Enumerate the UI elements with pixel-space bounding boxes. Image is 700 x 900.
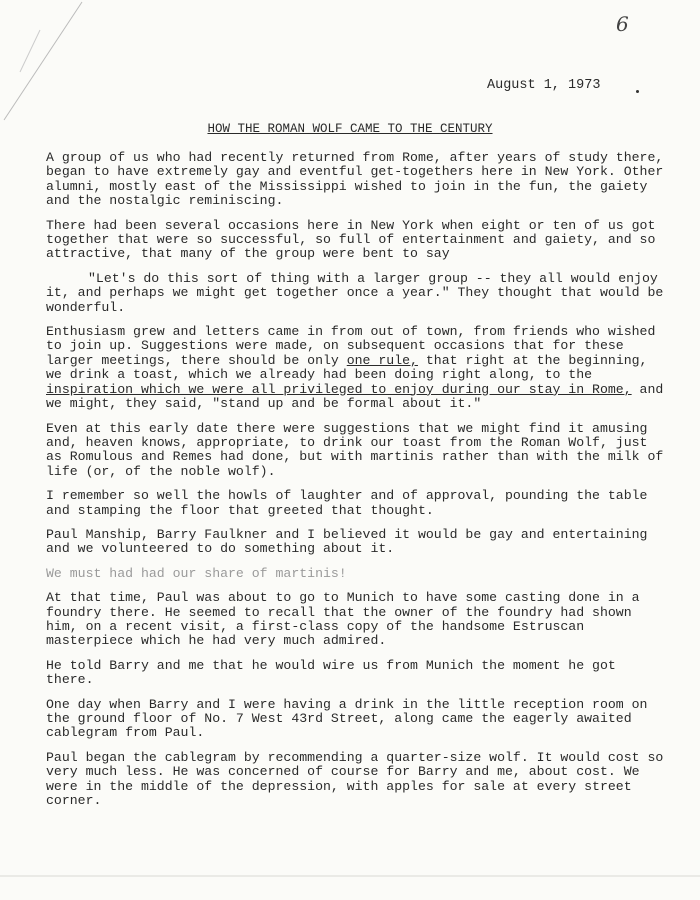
paragraph: A group of us who had recently returned from Rome, after years of study there, began to have extremely gay and eventful get-togethers here in New York. Other alumni, mostly east of the Mississippi wished to join in the fun, the gaiety and the nostalgic reminiscing. <box>46 150 664 209</box>
faded-paragraph: We must had had our share of martinis! <box>46 565 347 581</box>
document-title: HOW THE ROMAN WOLF CAME TO THE CENTURY <box>207 122 493 136</box>
paragraph: I remember so well the howls of laughter and of approval, pounding the table and stamping the floor that greeted that thought. <box>46 488 648 518</box>
document-date: August 1, 1973 <box>487 78 601 93</box>
paragraph: Even at this early date there were suggestions that we might find it amusing and, heaven knows, appropriate, to drink our toast from the Roman Wolf, just as Romulous and Remes had done, but with martinis rather than with the milk of life (or, of the noble wolf). <box>46 420 664 479</box>
paragraph: At that time, Paul was about to go to Munich to have some casting done in a foundry there. He seemed to recall that the owner of the foundry had shown him, on a recent visit, a first-class copy of the handsome Estruscan masterpiece which he had very much admired. <box>46 590 640 649</box>
paragraph: Paul began the cablegram by recommending a quarter-size wolf. It would cost so very much less. He was concerned of course for Barry and me, about cost. We were in the middle of the depression, with apples for sale at every street corner. <box>46 749 664 809</box>
document-body <box>46 151 666 818</box>
ink-dot <box>636 90 639 93</box>
text-run: that right at the beginning, we drink a toast, which we already had been doing right along, to the <box>46 352 648 383</box>
page-number: 6 <box>616 12 629 36</box>
underlined-text: one rule, <box>346 352 418 368</box>
underlined-text: inspiration which we were all privileged to enjoy during our stay in Rome, <box>46 381 632 397</box>
paragraph-with-underlines <box>46 325 666 411</box>
paragraph: Paul Manship, Barry Faulkner and I believed it would be gay and entertaining and we volunteered to do something about it. <box>46 526 648 557</box>
paragraph: There had been several occasions here in New York when eight or ten of us got together that were so successful, so full of entertainment and gaiety, and so attractive, that many of the group were bent to say <box>46 217 656 262</box>
paragraph: One day when Barry and I were having a drink in the little reception room on the ground floor of No. 7 West 43rd Street, along came the eagerly awaited cablegram from Paul. <box>46 696 648 741</box>
text-run: and we might, they said, "stand up and be formal about it." <box>46 381 664 412</box>
text-run: Enthusiasm grew and letters came in from out of town, from friends who wished to join up. Suggestions were made, on subsequent occasions that for these larger meetings, there should be only <box>46 324 656 368</box>
paragraph: He told Barry and me that he would wire us from Munich the moment he got there. <box>46 657 616 688</box>
quote-paragraph: "Let's do this sort of thing with a larger group -- they all would enjoy it, and perhaps we might get together once a year." They thought that would be wonderful. <box>46 270 664 315</box>
